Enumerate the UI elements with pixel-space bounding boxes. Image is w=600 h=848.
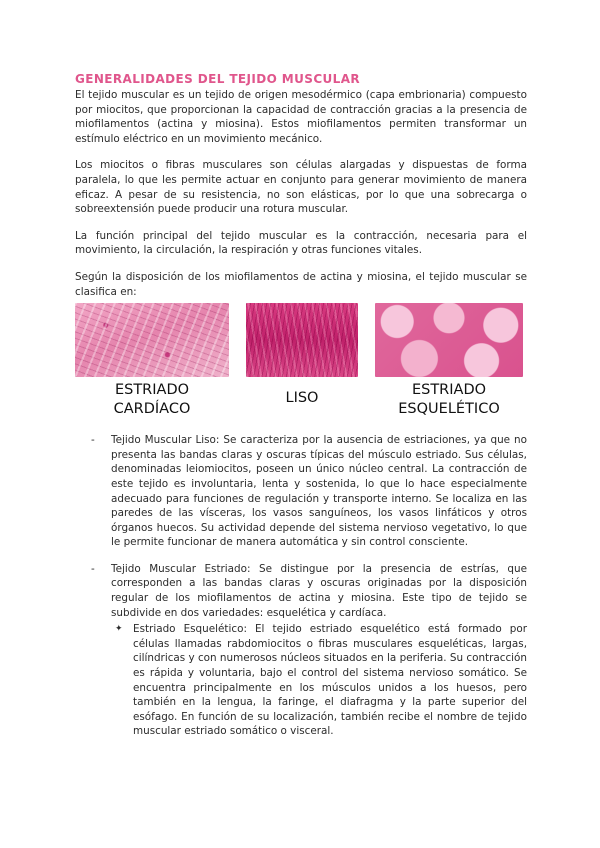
sublist-item-esqueletico [111,622,527,739]
caption-liso: LISO [285,390,319,407]
dash-bullet: - [91,562,95,575]
sublist-text-esqueletico: Estriado Esquelético: El tejido estriado esquelético está formado por células llamadas rabdomiocitos o fibras musculares esqueléticas, largas, cilíndricas y con numerosos núcleos situados en la periferia. Su contracción es rápida y voluntaria, bajo el control del sistema nervioso somático. Se encuentra principalmente en los músculos unidos a los huesos, pero también en la lengua, la faringe, el diafragma y la parte superior del esófago. En función de su localización, también recibe el nombre de tejido muscular estriado somático o visceral. [133,623,528,738]
paragraph-funcion: La función principal del tejido muscular es la contracción, necesaria para el movimiento, la circulación, la respiración y otras funciones vitales. [75,229,527,257]
skeletal-tissue-image [375,303,523,377]
list-item-estriado [91,562,527,739]
list-text-estriado: Tejido Muscular Estriado: Se distingue por la presencia de estrías, que corresponden a las bandas claras y oscuras originadas por la disposición regular de los miofilamentos de actina y miosina. Este tipo de tejido se subdivide en dos variedades: esquelética y cardíaca. [111,562,527,619]
smooth-tissue-image [246,303,358,377]
figure-liso [246,303,358,419]
tissue-type-list [75,433,527,739]
list-item-liso [91,433,527,550]
list-text-liso: Tejido Muscular Liso: Se caracteriza por la ausencia de estriaciones, ya que no presenta las bandas claras y oscuras típicas del músculo estriado. Sus células, denominadas leiomiocitos, poseen un único núcleo central. La contracción de este tejido es involuntaria, lenta y sostenida, lo que lo hace especialmente adecuado para funciones de regulación y transporte interno. Se localiza en las paredes de las vísceras, los vasos sanguíneos, los vasos linfáticos y otros órganos huecos. Su actividad depende del sistema nervioso vegetativo, lo que le permite funcionar de manera automática y sin control consciente. [111,434,527,549]
caption-esqueletico: ESTRIADO ESQUELÉTICO [398,382,500,418]
paragraph-clasificacion: Según la disposición de los miofilamentos de actina y miosina, el tejido muscular se clasifica en: [75,270,527,298]
paragraph-miocitos: Los miocitos o fibras musculares son células alargadas y dispuestas de forma paralela, lo que les permite actuar en conjunto para generar movimiento de manera eficaz. A pesar de su resistencia, no son elásticas, por lo que una sobrecarga o sobreextensión puede producir una rotura muscular. [75,159,527,216]
star-bullet-icon: ✦ [115,624,123,635]
section-heading: GENERALIDADES DEL TEJIDO MUSCULAR [75,72,361,86]
figure-esqueletico [375,303,523,419]
paragraph-intro: El tejido muscular es un tejido de origen mesodérmico (capa embrionaria) compuesto por miocitos, que proporcionan la capacidad de contracción gracias a la presencia de miofilamentos (actina y miosina). Estos miofilamentos permiten transformar un estímulo eléctrico en un movimiento mecánico. [75,89,527,145]
dash-bullet: - [91,434,95,447]
cardiac-tissue-image [75,303,229,377]
document-content [75,72,527,739]
tissue-figures [75,303,523,419]
figure-cardiaco [75,303,229,419]
caption-cardiaco: ESTRIADO CARDÍACO [113,382,191,418]
